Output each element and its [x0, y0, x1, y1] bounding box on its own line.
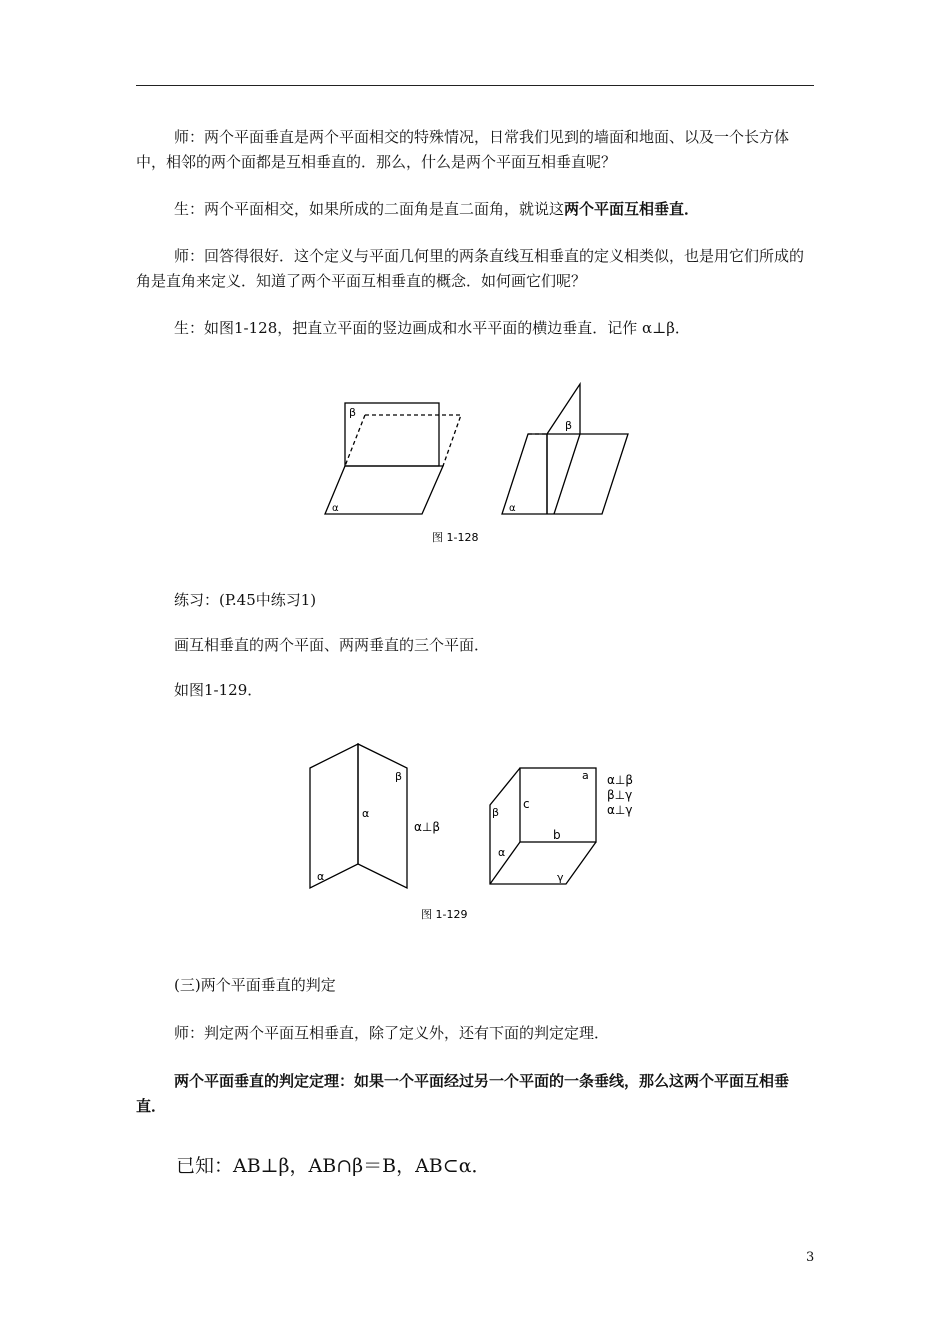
fig128-left-horizontal-plane — [325, 466, 443, 514]
paragraph-4: 生：如图1-128，把直立平面的竖边画成和水平平面的横边垂直．记作 α⊥β． — [174, 319, 690, 337]
fig129-left-alpha-bottom: α — [317, 870, 325, 883]
fig129-left-alpha-mid: α — [362, 807, 370, 820]
fig129-left-relation: α⊥β — [414, 820, 441, 834]
fig128-label-beta-right: β — [565, 419, 573, 432]
paragraph-6: 画互相垂直的两个平面、两两垂直的三个平面． — [174, 636, 490, 654]
fig129-relation-2: β⊥γ — [607, 788, 633, 802]
header-rule — [136, 85, 814, 86]
fig128-label-beta-left: β — [349, 406, 357, 419]
fig129-cube-edges — [490, 768, 596, 884]
fig128-label-alpha-left: α — [332, 503, 339, 514]
paragraph-2-bold: 两个平面互相垂直． — [564, 200, 700, 218]
fig128-caption: 图 1-128 — [432, 531, 479, 544]
paragraph-2-text: 生：两个平面相交，如果所成的二面角是直二面角，就说这 — [174, 200, 565, 218]
paragraph-1: 师：两个平面垂直是两个平面相交的特殊情况，日常我们见到的墙面和地面、以及一个长方体中，相邻的两个面都是互相垂直的．那么，什么是两个平面互相垂直呢？ — [136, 128, 790, 171]
fig129-left-beta: β — [395, 770, 403, 783]
fig129-box-gamma: γ — [557, 871, 564, 884]
fig129-box-c: c — [523, 797, 530, 811]
fig128-right-vertical-plane — [547, 384, 580, 434]
paragraph-7: 如图1-129． — [174, 681, 263, 699]
fig128-label-alpha-right: α — [509, 503, 516, 514]
figure-1-129 — [0, 735, 950, 930]
paragraph-9: 师：判定两个平面互相垂直，除了定义外，还有下面的判定定理． — [174, 1024, 610, 1042]
fig129-box-beta: β — [492, 806, 500, 819]
fig128-left-hidden-edges — [365, 415, 461, 466]
fig128-left-vertical-plane — [345, 403, 439, 466]
fig129-box-alpha: α — [498, 846, 506, 859]
fig128-right-horizontal-plane — [502, 434, 628, 514]
page-number: 3 — [806, 1250, 815, 1265]
paragraph-8: (三)两个平面垂直的判定 — [174, 976, 336, 994]
fig129-caption: 图 1-129 — [421, 908, 468, 921]
paragraph-5: 练习：(P.45中练习1) — [174, 591, 317, 609]
figure-1-128 — [0, 370, 950, 550]
fig129-left-plane-alpha — [310, 744, 358, 888]
fig129-relation-1: α⊥β — [607, 773, 634, 787]
paragraph-2 — [136, 197, 816, 222]
given-statement: 已知：AB⊥β，AB∩β＝B，AB⊂α． — [176, 1155, 491, 1177]
fig129-box-b: b — [553, 828, 561, 842]
fig129-box-a: a — [582, 769, 589, 782]
fig129-relation-3: α⊥γ — [607, 803, 633, 817]
paragraph-3: 师：回答得很好．这个定义与平面几何里的两条直线互相垂直的定义相类似，也是用它们所成的角是直角来定义．知道了两个平面互相垂直的概念．如何画它们呢？ — [136, 247, 805, 290]
theorem-statement: 两个平面垂直的判定定理：如果一个平面经过另一个平面的一条垂线，那么这两个平面互相垂直． — [136, 1072, 790, 1115]
